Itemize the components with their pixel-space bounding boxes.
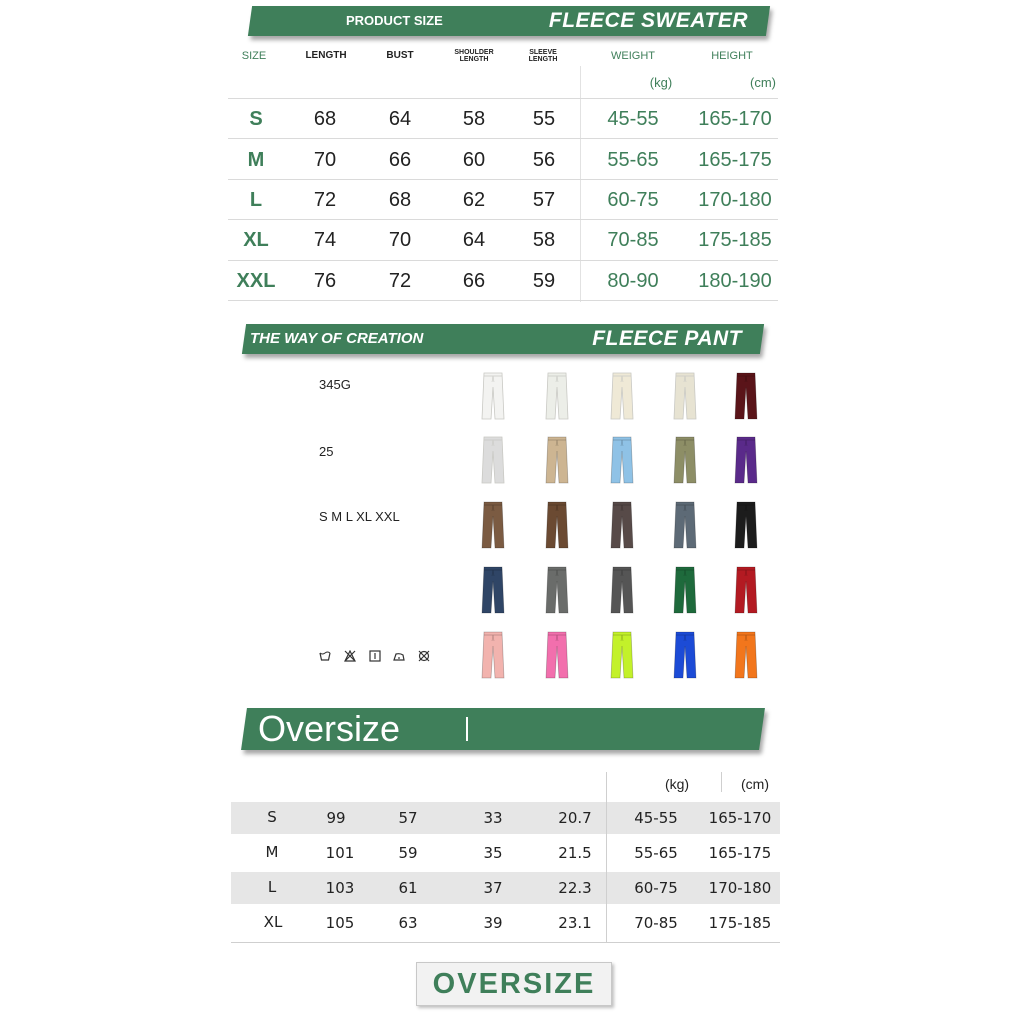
wash-icon — [319, 650, 331, 665]
shoulder-cell: 58 — [462, 108, 486, 130]
height-cell: 180-190 — [698, 270, 772, 292]
size-cell: XXL — [236, 270, 276, 292]
pant-swatch[interactable] — [481, 371, 505, 421]
pant-swatch[interactable] — [734, 500, 758, 550]
shoulder-cell: 66 — [462, 270, 486, 292]
oversize-stamp — [416, 962, 612, 1006]
banner-divider — [466, 717, 468, 741]
length-cell: 72 — [313, 189, 337, 211]
row-divider — [228, 300, 778, 301]
pant-swatch[interactable] — [734, 565, 758, 615]
value-cell: 57 — [398, 809, 418, 827]
height-cell: 170-180 — [698, 189, 772, 211]
weight-cell: 45-55 — [634, 809, 678, 827]
pant-swatch[interactable] — [673, 500, 697, 550]
iron-icon — [393, 650, 405, 665]
pant-swatch[interactable] — [610, 630, 634, 680]
length-cell: 68 — [313, 108, 337, 130]
pant-swatch[interactable] — [673, 630, 697, 680]
shoulder-cell: 60 — [462, 149, 486, 171]
sleeve-cell: 57 — [532, 189, 556, 211]
size-cell: XL — [243, 229, 269, 251]
header-height: HEIGHT — [711, 50, 753, 62]
no-dry-clean-icon — [418, 650, 430, 665]
no-bleach-icon — [344, 650, 356, 665]
pant-swatch[interactable] — [673, 371, 697, 421]
value-cell: 105 — [325, 914, 355, 932]
banner-title: Oversize — [258, 708, 401, 749]
stamp-label: OVERSIZE — [432, 968, 596, 1000]
value-cell: 99 — [326, 809, 346, 827]
pant-swatch[interactable] — [481, 630, 505, 680]
pant-swatch[interactable] — [673, 435, 697, 485]
creation-banner — [242, 324, 764, 354]
size-cell: M — [247, 149, 265, 171]
value-cell: 61 — [398, 879, 418, 897]
row-band — [231, 802, 780, 834]
height-cell: 165-170 — [698, 108, 772, 130]
height-cell: 175-185 — [698, 229, 772, 251]
pant-swatch[interactable] — [610, 565, 634, 615]
column-divider — [606, 772, 607, 942]
bust-cell: 64 — [388, 108, 412, 130]
banner-title: FLEECE SWEATER — [548, 9, 748, 32]
pant-swatch[interactable] — [610, 500, 634, 550]
weight-cell: 60-75 — [634, 879, 678, 897]
sleeve-cell: 55 — [532, 108, 556, 130]
sleeve-cell: 58 — [532, 229, 556, 251]
pant-swatch[interactable] — [734, 371, 758, 421]
size-cell: XL — [263, 913, 283, 931]
unit-cm: (cm) — [741, 776, 769, 792]
value-cell: 39 — [483, 914, 503, 932]
value-cell: 63 — [398, 914, 418, 932]
bust-cell: 70 — [388, 229, 412, 251]
height-cell: 165-170 — [708, 809, 772, 827]
size-range: S M L XL XXL — [319, 509, 400, 524]
weight-cell: 80-90 — [607, 270, 659, 292]
pant-swatch[interactable] — [481, 500, 505, 550]
shoulder-cell: 64 — [462, 229, 486, 251]
pant-swatch[interactable] — [734, 630, 758, 680]
size-cell: S — [249, 108, 263, 130]
weight-cell: 55-65 — [607, 149, 659, 171]
weight-cell: 60-75 — [607, 189, 659, 211]
size-cell: M — [265, 843, 279, 861]
size-cell: L — [267, 878, 277, 896]
weight-cell: 70-85 — [634, 914, 678, 932]
length-cell: 74 — [313, 229, 337, 251]
product-size-banner — [248, 6, 770, 36]
bust-cell: 68 — [388, 189, 412, 211]
banner-left-label: PRODUCT SIZE — [346, 13, 443, 28]
height-cell: 175-185 — [708, 914, 772, 932]
shoulder-cell: 62 — [462, 189, 486, 211]
length-cell: 76 — [313, 270, 337, 292]
weight-cell: 45-55 — [607, 108, 659, 130]
table-bottom-line — [231, 942, 780, 943]
unit-divider — [721, 772, 722, 792]
height-cell: 165-175 — [708, 844, 772, 862]
value-cell: 23.1 — [558, 914, 592, 932]
banner-title: FLEECE PANT — [592, 327, 742, 350]
header-weight: WEIGHT — [611, 50, 655, 62]
length-cell: 70 — [313, 149, 337, 171]
row-divider — [228, 98, 778, 99]
value-cell: 20.7 — [558, 809, 592, 827]
pant-swatch[interactable] — [610, 435, 634, 485]
value-cell: 33 — [483, 809, 503, 827]
value-cell: 103 — [325, 879, 355, 897]
weight-cell: 55-65 — [634, 844, 678, 862]
row-divider — [228, 260, 778, 261]
bust-cell: 72 — [388, 270, 412, 292]
height-cell: 165-175 — [698, 149, 772, 171]
value-cell: 35 — [483, 844, 503, 862]
header-length: LENGTH — [305, 50, 347, 61]
pant-swatch[interactable] — [545, 500, 569, 550]
unit-kg: (kg) — [664, 776, 690, 792]
pant-swatch[interactable] — [545, 371, 569, 421]
header-size: SIZE — [241, 50, 267, 62]
sleeve-cell: 56 — [532, 149, 556, 171]
value-cell: 101 — [325, 844, 355, 862]
color-count: 25 — [319, 444, 334, 459]
sleeve-cell: 59 — [532, 270, 556, 292]
size-cell: L — [249, 189, 263, 211]
pant-swatch[interactable] — [545, 565, 569, 615]
pant-swatch[interactable] — [673, 565, 697, 615]
row-divider — [228, 179, 778, 180]
value-cell: 59 — [398, 844, 418, 862]
row-band — [231, 872, 780, 904]
row-divider — [228, 219, 778, 220]
value-cell: 37 — [483, 879, 503, 897]
oversize-banner — [241, 708, 765, 750]
pant-swatch[interactable] — [610, 371, 634, 421]
bust-cell: 66 — [388, 149, 412, 171]
row-divider — [228, 138, 778, 139]
column-divider — [580, 66, 581, 302]
pant-swatch[interactable] — [481, 565, 505, 615]
height-cell: 170-180 — [708, 879, 772, 897]
size-cell: S — [267, 808, 277, 826]
fabric-weight: 345G — [319, 377, 351, 392]
value-cell: 21.5 — [558, 844, 592, 862]
banner-left-label: THE WAY OF CREATION — [250, 330, 424, 347]
unit-kg: (kg) — [649, 75, 673, 90]
tumble-dry-icon — [369, 650, 381, 665]
header-bust: BUST — [386, 50, 414, 61]
weight-cell: 70-85 — [607, 229, 659, 251]
pant-swatch[interactable] — [545, 630, 569, 680]
unit-cm: (cm) — [750, 75, 776, 90]
header-shoulder: SHOULDER LENGTH — [454, 49, 494, 63]
pant-swatch[interactable] — [734, 435, 758, 485]
pant-swatch[interactable] — [481, 435, 505, 485]
header-sleeve: SLEEVE LENGTH — [528, 49, 558, 63]
pant-swatch[interactable] — [545, 435, 569, 485]
value-cell: 22.3 — [558, 879, 592, 897]
